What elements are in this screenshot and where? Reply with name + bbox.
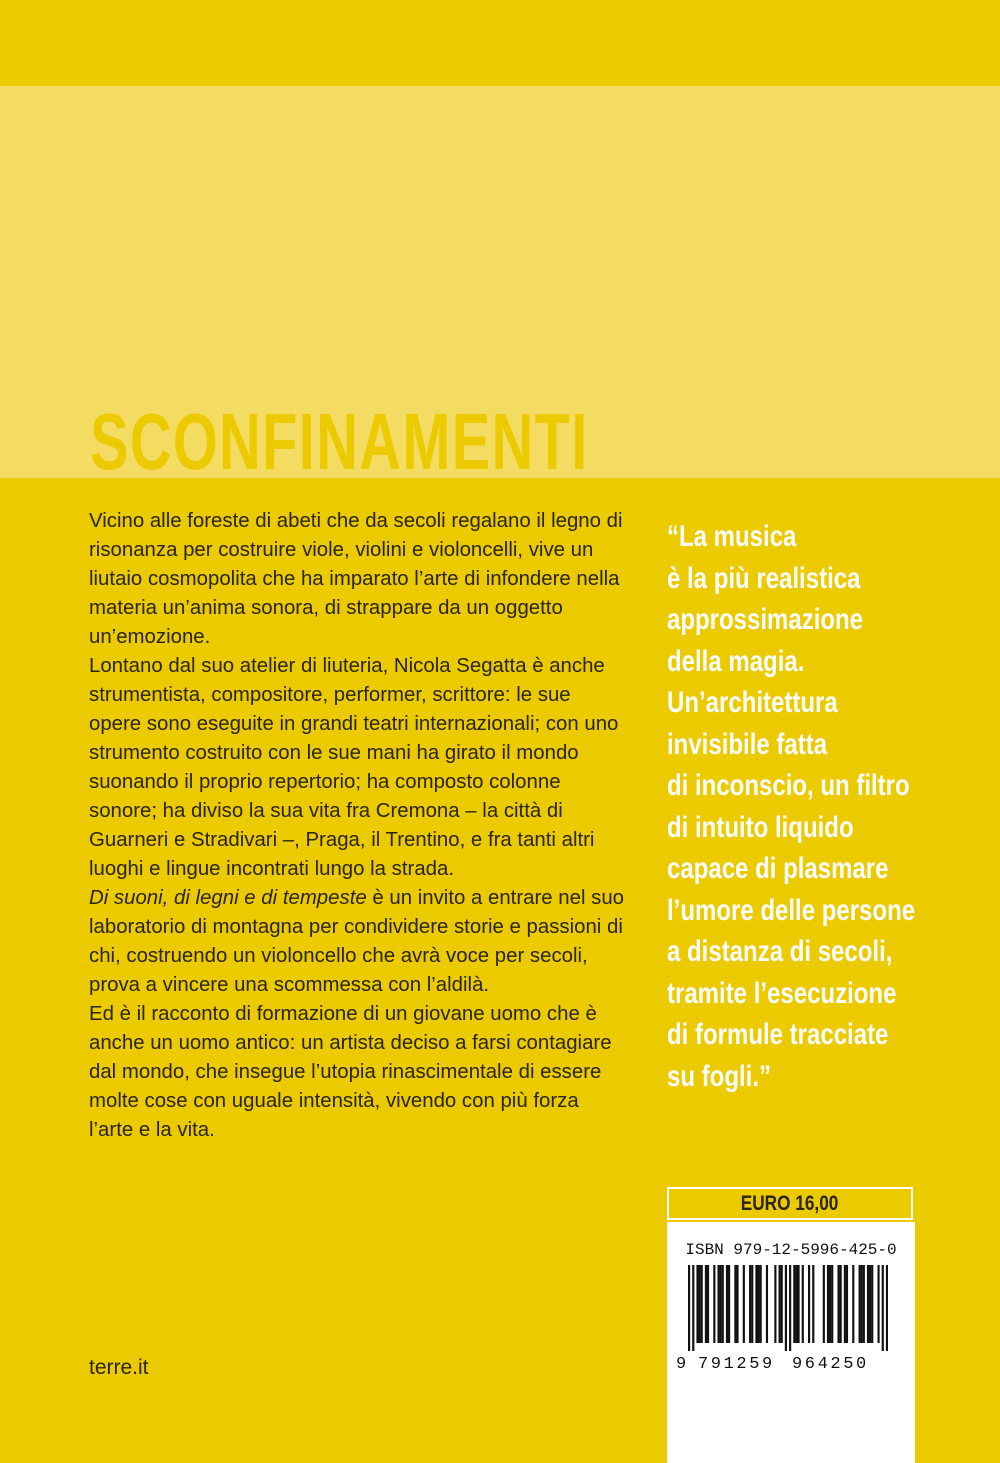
publisher-website: terre.it [89,1356,149,1379]
barcode-bar [795,1265,797,1343]
barcode-bar [861,1265,863,1343]
barcode-bar [726,1265,728,1343]
barcode-bar [728,1265,730,1343]
barcode-bar [827,1265,829,1343]
barcode-bar [692,1265,694,1351]
barcode-bar [755,1265,757,1343]
blurb-paragraph-4: Ed è il racconto di formazione di un giovane uomo che è anche un uomo antico: un artista deciso a farsi contagiare dal mondo, che insegue l’utopia rinascimentale di essere molte cose con uguale intensità, vivendo con più forza l’arte e la vita. [89,1003,612,1141]
barcode-bar [722,1265,724,1343]
series-name: SCONFINAMENTI [90,397,589,478]
barcode-bar [869,1265,871,1343]
barcode-bar [699,1265,701,1343]
quote-line: invisibile fatta [667,727,828,761]
ean-barcode [688,1265,888,1351]
quote-line: su fogli.” [667,1059,771,1093]
quote-line: è la più realistica [667,561,861,595]
price-label: EURO 16,00 [741,1191,839,1215]
blurb-paragraph-2: Lontano dal suo atelier di liuteria, Nicola Segatta è anche strumentista, compositore, performer, scrittore: le sue opere sono eseguite in grandi teatri internazionali; con uno strumento costruito con le sue mani ha girato il mondo suonando il proprio repertorio; ha composto colonne sonore; ha diviso la sua vita fra Cremona – la città di Guarneri e Stradivari –, Praga, il Trentino, e fra tanti altri luoghi e lingue incontrati lungo la strada. [89,655,619,880]
barcode-bar [797,1265,799,1343]
quote-line: capace di plasmare [667,852,889,885]
quote-line: di formule tracciate [667,1018,889,1051]
isbn-number: ISBN 979-12-5996-425-0 [685,1241,897,1259]
barcode-bar [846,1265,848,1343]
barcode-bar [688,1265,690,1351]
barcode-bar [766,1265,768,1343]
quote-line: di intuito liquido [667,810,854,844]
barcode-bar [720,1265,722,1343]
barcode-bar [734,1265,736,1343]
barcode-bar [749,1265,751,1343]
ean-right-group: 964250 [792,1355,869,1374]
barcode-bar [789,1265,791,1351]
barcode-bar [840,1265,842,1343]
barcode-bar [837,1265,839,1343]
quote-line: tramite l’esecuzione [667,976,897,1010]
barcode-bar [802,1265,804,1343]
barcode-bar [871,1265,873,1343]
barcode-bar [812,1265,814,1343]
barcode-bar [867,1265,869,1343]
quote-line: Un’architettura [667,686,838,719]
back-cover-blurb [89,507,624,1145]
barcode-bar [736,1265,738,1343]
quote-line: l’umore delle persone [667,893,916,927]
barcode-bar [863,1265,865,1343]
barcode-bar [701,1265,703,1343]
barcode-bar [760,1265,762,1343]
barcode-bar [844,1265,846,1343]
barcode-bar [781,1265,783,1343]
barcode-bar [696,1265,698,1343]
barcode-bar [831,1265,833,1343]
price-box [667,1187,913,1220]
barcode-bar [713,1265,715,1343]
ean-left-group: 791259 [698,1355,775,1374]
barcode-bar [779,1265,781,1343]
quote-line: della magia. [667,644,805,678]
barcode-bar [886,1265,888,1351]
quote-line: a distanza di secoli, [667,935,893,968]
blurb-paragraph-1: Vicino alle foreste di abeti che da secoli regalano il legno di risonanza per costruire viole, violini e violoncelli, vive un liutaio cosmopolita che ha imparato l’arte di infondere nella materia un’anima sonora, di strappare da un oggetto un’emozione. [89,510,623,648]
barcode-bar [751,1265,753,1343]
pull-quote [667,516,939,1097]
barcode-bar [757,1265,759,1343]
ean-first-digit: 9 [676,1355,687,1374]
barcode-bar [808,1265,810,1343]
barcode-bar [785,1265,787,1351]
book-title-reference: Di suoni, di legni e di tempeste [89,887,367,909]
blurb-paragraph-3-text: è un invito a entrare nel suo laboratorio di montagna per condividere storie e passioni di chi, costruendo un violoncello che avrà voce per secoli, prova a vincere una scommessa con l’aldilà. [89,887,625,996]
barcode-bar [859,1265,861,1343]
barcode-bar [743,1265,745,1343]
barcode-bar [707,1265,709,1343]
barcode-bar [793,1265,795,1343]
barcode-bar [717,1265,719,1343]
barcode-bar [882,1265,884,1351]
barcode-bar [774,1265,776,1343]
barcode-bar [829,1265,831,1343]
barcode-bar [823,1265,825,1343]
quote-line: “La musica [667,520,797,553]
barcode-bar [852,1265,854,1343]
blurb-paragraph-3 [89,884,624,1000]
quote-line: di inconscio, un filtro [667,769,910,802]
barcode-bar [877,1265,879,1343]
quote-line: approssimazione [667,603,864,636]
barcode-bar [705,1265,707,1343]
